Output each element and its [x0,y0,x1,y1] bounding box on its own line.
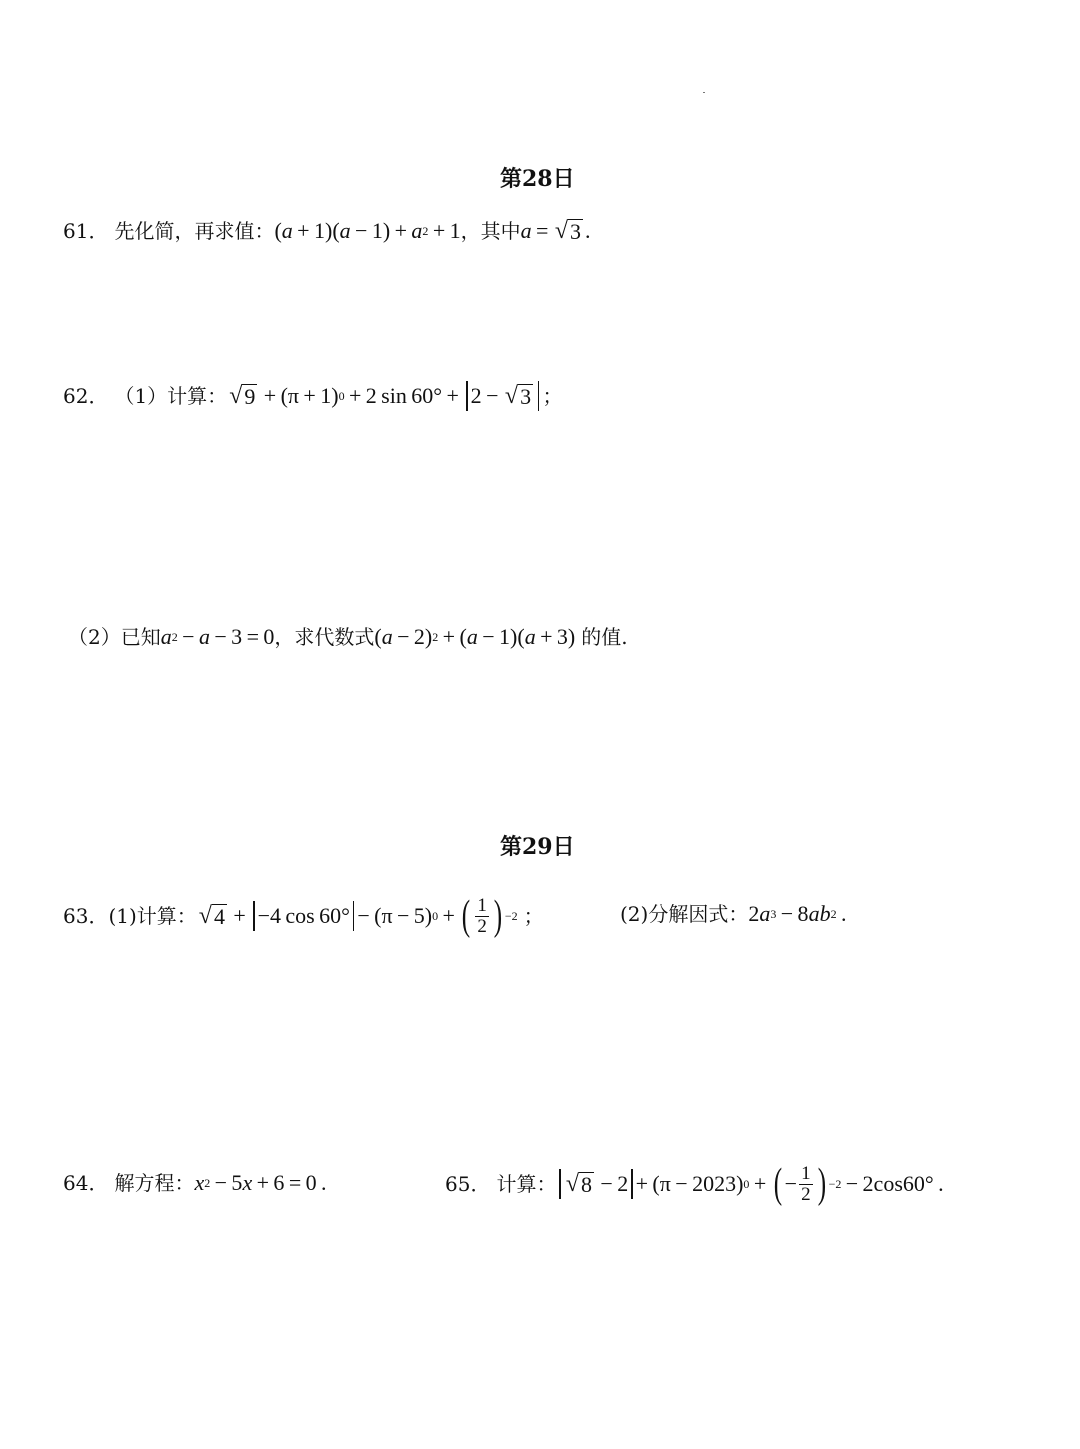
q61-where: ，其中 [460,219,521,243]
q62-part2-mid: ，求代数式 [274,625,375,649]
day28-heading: 第28日 [500,166,575,192]
q65-expression: √ 8 − 2 + (π − 2023) 0 + ( − $\frac{1}{2}$ ) −2 − 2cos60° . [556,1163,943,1205]
question-63-part2 [620,899,846,929]
sqrt-symbol: √ 3 [554,217,582,244]
q62-part2-prompt: （2）已知 [68,625,161,649]
q64-equation: x 2 − 5 x + 6 = 0 . [194,1170,327,1195]
q64-prompt: 解方程： [114,1171,195,1195]
question-65 [445,1156,944,1212]
question-62-part1 [63,381,562,411]
q65-number: 65． [445,1172,491,1196]
q62-part1-end: ； [542,384,563,408]
q63-part2-prompt: (2)分解因式： [620,902,749,926]
q61-expression: ( a + 1)( a − 1) + a 2 + 1 [274,218,461,243]
day29-heading: 第29日 [500,834,575,860]
question-63-part1 [63,888,544,944]
q61-value: a = √ 3 . [520,217,591,244]
q63-part1-end: ； [523,904,544,928]
q62-part2-expression: ( a − 2) 2 + ( a − 1)( a + 3) [374,624,576,649]
q62-part1-prompt: （1）计算： [114,384,228,408]
q62-part2-end: 的值. [581,625,628,649]
q65-prompt: 计算： [496,1172,557,1196]
q64-number: 64． [63,1171,109,1195]
q61-number: 61． [63,219,109,243]
q62-part1-expression: √ 9 + (π + 1) 0 + 2 sin 60° + 2 − √ 3 [227,381,542,411]
q62-part2-condition: a 2 − a − 3 = 0 [160,624,275,649]
q61-prompt: 先化简，再求值： [114,219,275,243]
question-62-part2 [68,622,628,652]
question-64 [63,1168,327,1198]
q63-part1-prompt: (1)计算： [108,904,197,928]
q63-number: 63． [63,904,109,928]
q63-part1-expression: √ 4 + −4 cos 60° − (π − 5) 0 + ( $\frac{1}{2}$ ) −2 [198,893,518,939]
q62-number: 62． [63,384,109,408]
q63-part2-expression: 2 a 3 − 8 ab 2 . [748,901,847,926]
question-61 [63,216,591,246]
scan-speck [703,92,705,93]
